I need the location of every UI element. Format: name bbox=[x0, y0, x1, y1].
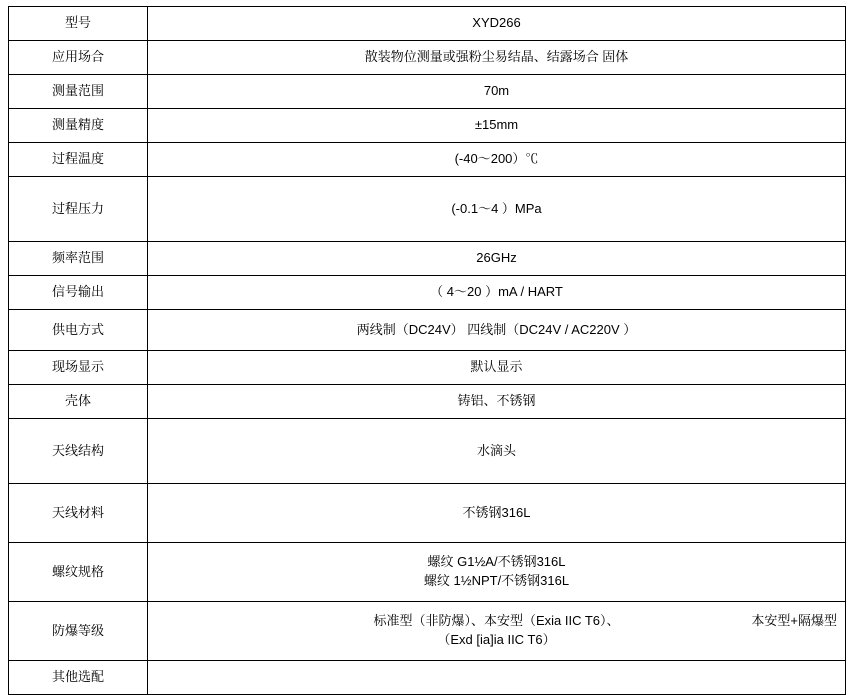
value-line: 螺纹 G1½A/不锈钢316L bbox=[427, 554, 566, 570]
table-row bbox=[9, 543, 846, 602]
row-label: 测量范围 bbox=[9, 75, 148, 109]
row-label: 现场显示 bbox=[9, 351, 148, 385]
specification-table bbox=[8, 6, 846, 695]
row-value: 散装物位测量或强粉尘易结晶、结露场合 固体 bbox=[148, 41, 846, 75]
value-lines bbox=[152, 612, 841, 650]
row-value: XYD266 bbox=[148, 7, 846, 41]
value-lines bbox=[152, 553, 841, 591]
table-body bbox=[9, 7, 846, 695]
table-row bbox=[9, 177, 846, 242]
row-label: 型号 bbox=[9, 7, 148, 41]
row-label: 测量精度 bbox=[9, 109, 148, 143]
row-label: 防爆等级 bbox=[9, 602, 148, 661]
row-value: 两线制（DC24V） 四线制（DC24V / AC220V ） bbox=[148, 310, 846, 351]
row-value: (-40～200）℃ bbox=[148, 143, 846, 177]
table-row bbox=[9, 7, 846, 41]
row-label: 过程压力 bbox=[9, 177, 148, 242]
table-row bbox=[9, 109, 846, 143]
row-value: ±15mm bbox=[148, 109, 846, 143]
row-label: 壳体 bbox=[9, 385, 148, 419]
row-value: （ 4～20 ）mA / HART bbox=[148, 276, 846, 310]
table-row bbox=[9, 75, 846, 109]
row-value bbox=[148, 661, 846, 695]
row-label: 供电方式 bbox=[9, 310, 148, 351]
row-label: 应用场合 bbox=[9, 41, 148, 75]
table-row bbox=[9, 602, 846, 661]
table-row bbox=[9, 242, 846, 276]
row-label: 频率范围 bbox=[9, 242, 148, 276]
row-label: 天线材料 bbox=[9, 484, 148, 543]
table-row bbox=[9, 484, 846, 543]
table-row bbox=[9, 661, 846, 695]
row-label: 天线结构 bbox=[9, 419, 148, 484]
row-label: 过程温度 bbox=[9, 143, 148, 177]
row-value: 默认显示 bbox=[148, 351, 846, 385]
row-value: 70m bbox=[148, 75, 846, 109]
table-row bbox=[9, 385, 846, 419]
row-value: 水滴头 bbox=[148, 419, 846, 484]
row-label: 其他选配 bbox=[9, 661, 148, 695]
value-line: 标准型（非防爆）、本安型（Exia IIC T6）、 bbox=[373, 613, 620, 629]
row-value bbox=[148, 543, 846, 602]
table-row bbox=[9, 351, 846, 385]
row-label: 信号输出 bbox=[9, 276, 148, 310]
row-value bbox=[148, 602, 846, 661]
table-row bbox=[9, 419, 846, 484]
row-value: 26GHz bbox=[148, 242, 846, 276]
row-value: 铸铝、不锈钢 bbox=[148, 385, 846, 419]
table-row bbox=[9, 276, 846, 310]
table-row bbox=[9, 310, 846, 351]
value-line: （Exd [ia]ia IIC T6） bbox=[437, 632, 556, 647]
table-row bbox=[9, 143, 846, 177]
value-line: 螺纹 1½NPT/不锈钢316L bbox=[423, 573, 570, 588]
value-right-note: 本安型+隔爆型 bbox=[751, 613, 837, 629]
row-value: (-0.1～4 ）MPa bbox=[148, 177, 846, 242]
row-label: 螺纹规格 bbox=[9, 543, 148, 602]
row-value: 不锈钢316L bbox=[148, 484, 846, 543]
table-row bbox=[9, 41, 846, 75]
